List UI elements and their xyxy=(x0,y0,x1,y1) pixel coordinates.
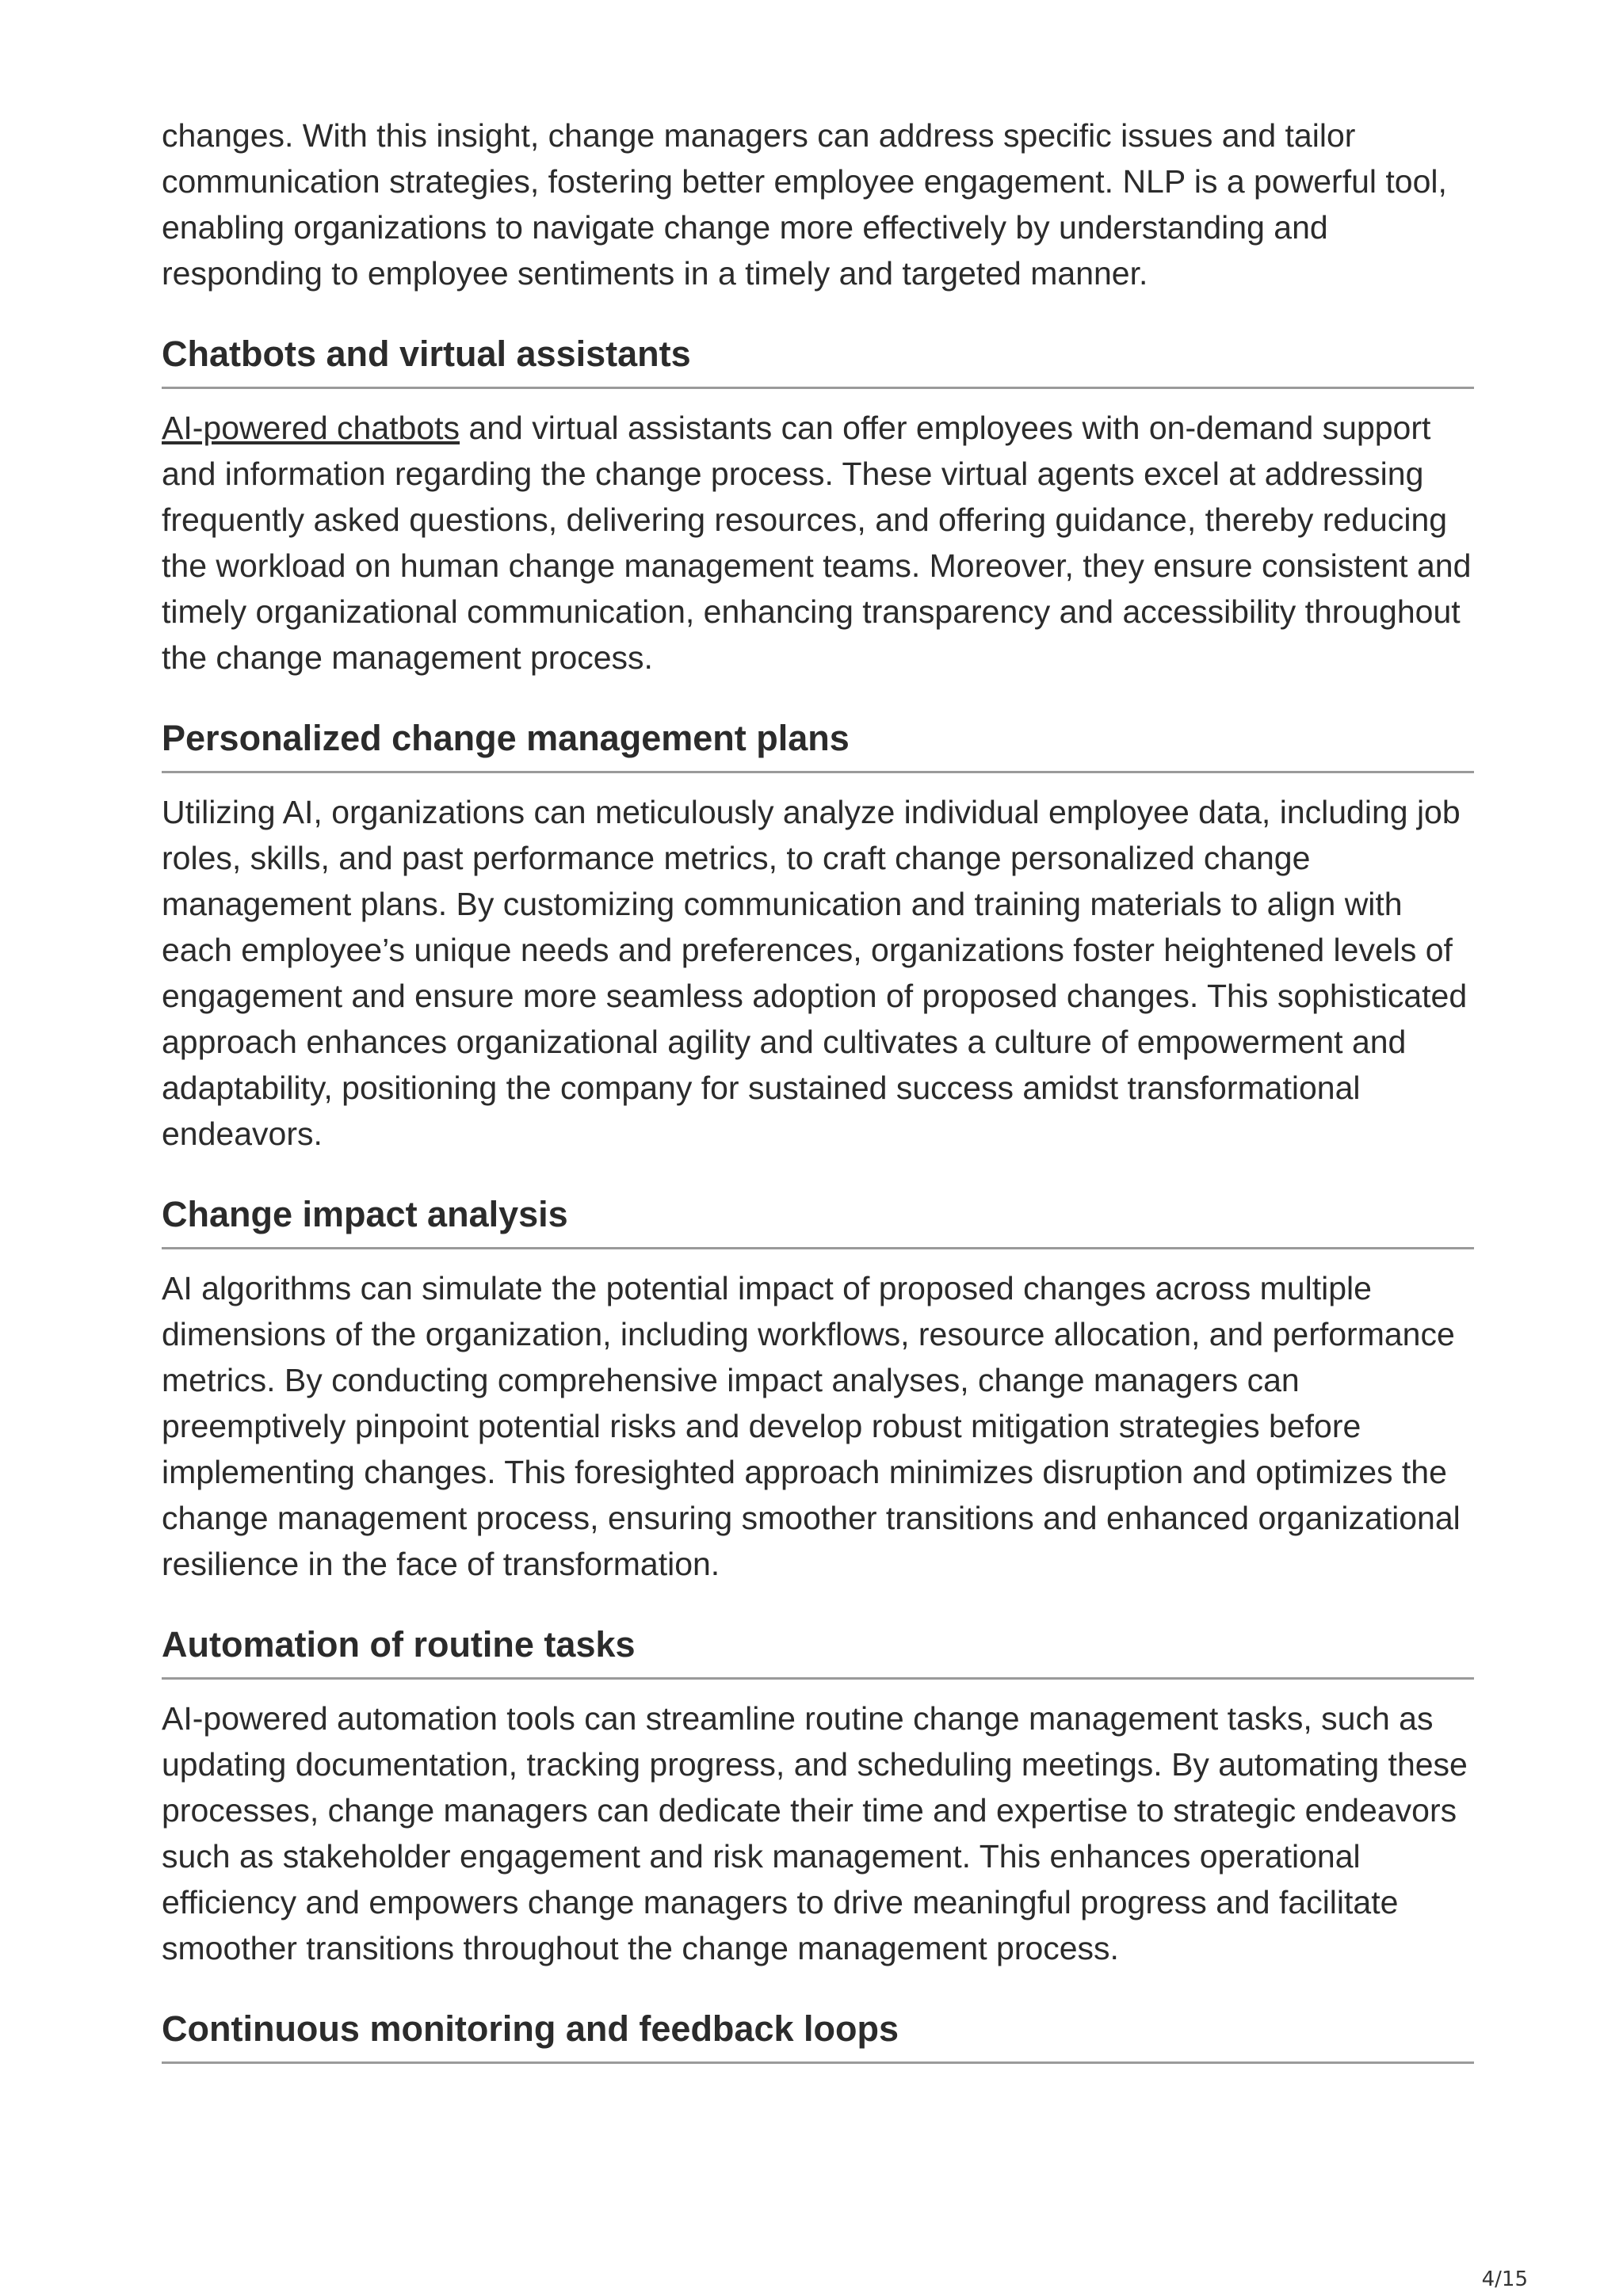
section-heading: Chatbots and virtual assistants xyxy=(162,331,1474,389)
section-automation xyxy=(162,1622,1474,1971)
section-paragraph-text: and virtual assistants can offer employees with on-demand support and information regarding the change process. These virtual agents excel at addressing frequently asked questions, delivering resources, and offering guidance, thereby reducing the workload on human change management teams. Moreover, they ensure consistent and timely organizational communication, enhancing transparency and accessibility throughout the change management process. xyxy=(162,410,1472,676)
section-monitoring xyxy=(162,2006,1474,2064)
section-paragraph: AI-powered automation tools can streamline routine change management tasks, such as updating documentation, tracking progress, and scheduling meetings. By automating these processes, change managers can dedicate their time and expertise to strategic endeavors such as stakeholder engagement and risk management. This enhances operational efficiency and empowers change managers to drive meaningful progress and facilitate smoother transitions throughout the change management process. xyxy=(162,1700,1468,1966)
section-impact-analysis xyxy=(162,1192,1474,1587)
section-paragraph: Utilizing AI, organizations can meticulously analyze individual employee data, including job roles, skills, and past performance metrics, to craft change personalized change management plans. By customizing communication and training materials to align with each employee’s unique needs and preferences, organizations foster heightened levels of engagement and ensure more seamless adoption of proposed changes. This sophisticated approach enhances organizational agility and cultivates a culture of empowerment and adaptability, positioning the company for sustained success amidst transformational endeavors. xyxy=(162,794,1468,1152)
page-number: 4/15 xyxy=(1481,2267,1528,2291)
section-heading: Change impact analysis xyxy=(162,1192,1474,1249)
section-heading: Automation of routine tasks xyxy=(162,1622,1474,1680)
section-heading: Personalized change management plans xyxy=(162,715,1474,773)
document-page xyxy=(162,113,1474,2064)
section-paragraph xyxy=(162,405,1474,681)
ai-chatbots-link[interactable]: AI-powered chatbots xyxy=(162,410,460,446)
section-paragraph: AI algorithms can simulate the potential impact of proposed changes across multiple dimensions of the organization, including workflows, resource allocation, and performance metrics. By conducting comprehensive impact analyses, change managers can preemptively pinpoint potential risks and develop robust mitigation strategies before implementing changes. This foresighted approach minimizes disruption and optimizes the change management process, ensuring smoother transitions and enhanced organizational resilience in the face of transformation. xyxy=(162,1270,1461,1582)
intro-paragraph: changes. With this insight, change managers can address specific issues and tailor communication strategies, fostering better employee engagement. NLP is a powerful tool, enabling organizations to navigate change more effectively by understanding and responding to employee sentiments in a timely and targeted manner. xyxy=(162,117,1447,292)
section-chatbots xyxy=(162,331,1474,681)
section-personalized-plans xyxy=(162,715,1474,1157)
section-heading: Continuous monitoring and feedback loops xyxy=(162,2006,1474,2064)
